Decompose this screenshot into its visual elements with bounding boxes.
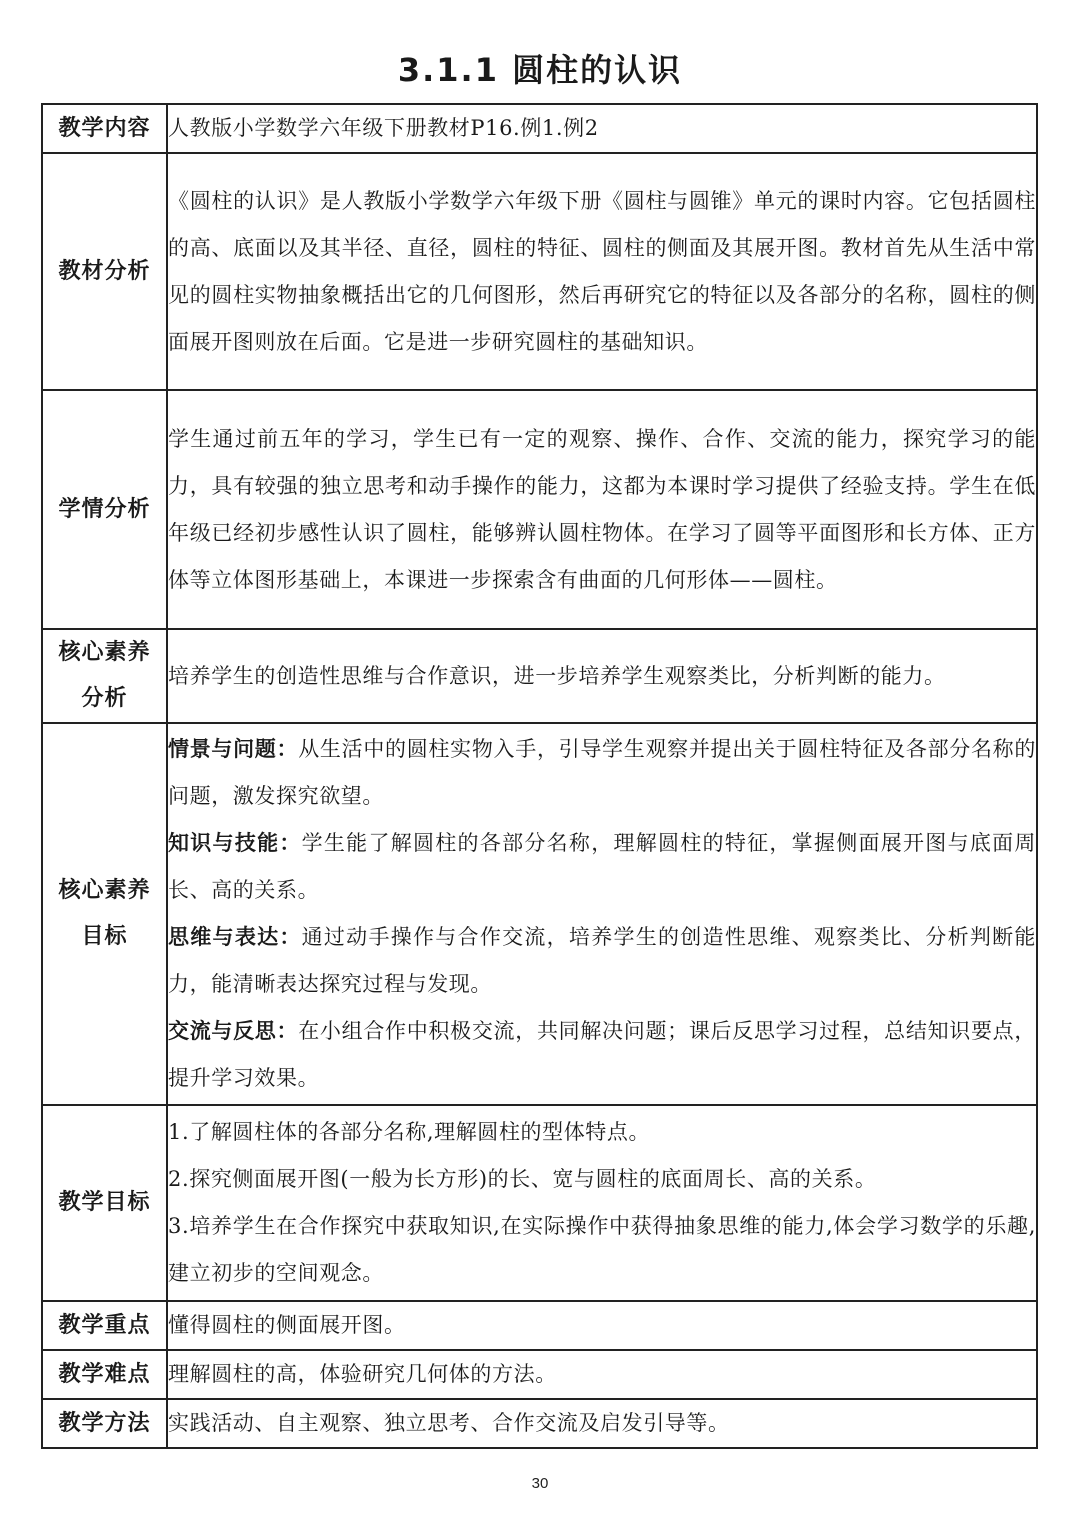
row-text: 实践活动、自主观察、独立思考、合作交流及启发引导等。 <box>167 1399 1037 1448</box>
row-label: 教材分析 <box>42 153 167 390</box>
row-label: 教学难点 <box>42 1350 167 1399</box>
row-label: 学情分析 <box>42 390 167 629</box>
row-student-analysis <box>42 390 1037 629</box>
goal-lead: 情景与问题： <box>168 737 299 761</box>
row-literacy-goals <box>42 723 1037 1105</box>
row-text <box>167 1105 1037 1301</box>
row-text: 人教版小学数学六年级下册教材P16.例1.例2 <box>167 104 1037 153</box>
row-text: 理解圆柱的高，体验研究几何体的方法。 <box>167 1350 1037 1399</box>
row-literacy-analysis <box>42 629 1037 723</box>
goal-item <box>168 820 1036 914</box>
row-text <box>167 723 1037 1105</box>
row-label: 教学目标 <box>42 1105 167 1301</box>
row-label <box>42 629 167 723</box>
goal-lead: 交流与反思： <box>168 1019 299 1043</box>
goal-item <box>168 914 1036 1008</box>
row-label <box>42 723 167 1105</box>
goal-item <box>168 1008 1036 1102</box>
row-label-line: 核心素养 <box>58 878 151 903</box>
goal-lead: 思维与表达： <box>168 925 302 949</box>
row-text: 《圆柱的认识》是人教版小学数学六年级下册《圆柱与圆锥》单元的课时内容。它包括圆柱的高、底面以及其半径、直径，圆柱的特征、圆柱的侧面及其展开图。教材首先从生活中常见的圆柱实物抽象概括出它的几何图形，然后再研究它的特征以及各部分的名称，圆柱的侧面展开图则放在后面。它是进一步研究圆柱的基础知识。 <box>167 153 1037 390</box>
row-material-analysis <box>42 153 1037 390</box>
row-teaching-method <box>42 1399 1037 1448</box>
objective-item: 1.了解圆柱体的各部分名称,理解圆柱的型体特点。 <box>168 1120 651 1144</box>
row-text: 懂得圆柱的侧面展开图。 <box>167 1301 1037 1350</box>
objective-item: 2.探究侧面展开图(一般为长方形)的长、宽与圆柱的底面周长、高的关系。 <box>168 1167 877 1191</box>
goal-text: 在小组合作中积极交流，共同解决问题；课后反思学习过程，总结知识要点，提升学习效果。 <box>168 1019 1036 1090</box>
objective-item: 3.培养学生在合作探究中获取知识,在实际操作中获得抽象思维的能力,体会学习数学的乐趣,建立初步的空间观念。 <box>168 1214 1036 1285</box>
row-teaching-objectives <box>42 1105 1037 1301</box>
lesson-plan-table <box>41 103 1038 1449</box>
row-text: 培养学生的创造性思维与合作意识，进一步培养学生观察类比，分析判断的能力。 <box>167 629 1037 723</box>
row-label: 教学方法 <box>42 1399 167 1448</box>
row-label-line: 目标 <box>81 924 128 949</box>
row-label: 教学重点 <box>42 1301 167 1350</box>
row-teaching-content <box>42 104 1037 153</box>
goal-text: 学生能了解圆柱的各部分名称，理解圆柱的特征，掌握侧面展开图与底面周长、高的关系。 <box>168 831 1036 902</box>
row-text: 学生通过前五年的学习，学生已有一定的观察、操作、合作、交流的能力，探究学习的能力，具有较强的独立思考和动手操作的能力，这都为本课时学习提供了经验支持。学生在低年级已经初步感性认识了圆柱，能够辨认圆柱物体。在学习了圆等平面图形和长方体、正方体等立体图形基础上，本课进一步探索含有曲面的几何形体——圆柱。 <box>167 390 1037 629</box>
goal-text: 通过动手操作与合作交流，培养学生的创造性思维、观察类比、分析判断能力，能清晰表达探究过程与发现。 <box>168 925 1036 996</box>
row-difficulty <box>42 1350 1037 1399</box>
goal-item <box>168 726 1036 820</box>
page-title: 3.1.1 圆柱的认识 <box>397 51 683 89</box>
row-label-line: 核心素养 <box>58 640 151 665</box>
row-key-point <box>42 1301 1037 1350</box>
goal-text: 从生活中的圆柱实物入手，引导学生观察并提出关于圆柱特征及各部分名称的问题，激发探究欲望。 <box>168 737 1036 808</box>
goal-lead: 知识与技能： <box>168 831 302 855</box>
page-number: 30 <box>531 1475 549 1492</box>
row-label-line: 分析 <box>81 686 128 711</box>
row-label: 教学内容 <box>42 104 167 153</box>
